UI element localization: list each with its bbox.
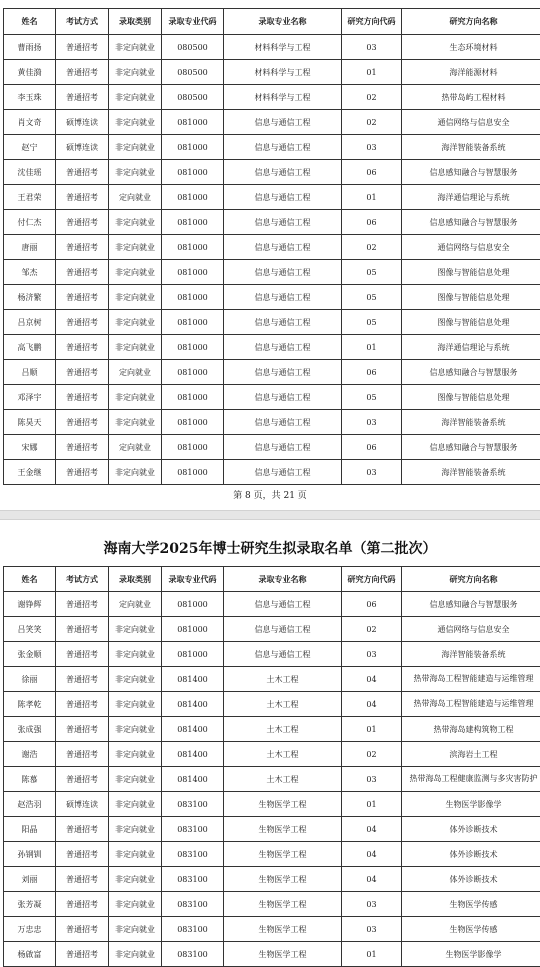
cell-exam-type: 普通招考: [56, 460, 109, 485]
cell-major-code: 081400: [162, 717, 224, 742]
cell-major-code: 080500: [162, 85, 224, 110]
header-direction-code: 研究方向代码: [342, 567, 402, 592]
cell-major-code: 081000: [162, 592, 224, 617]
cell-direction-name: 体外诊断技术: [402, 842, 540, 867]
header-major-name: 录取专业名称: [224, 567, 342, 592]
cell-direction-name: 滨海岩土工程: [402, 742, 540, 767]
cell-exam-type: 普通招考: [56, 592, 109, 617]
cell-exam-type: 普通招考: [56, 917, 109, 942]
cell-major-code: 081000: [162, 617, 224, 642]
cell-exam-type: 普通招考: [56, 892, 109, 917]
cell-admission-category: 非定向就业: [109, 867, 162, 892]
document-title: 海南大学2025年博士研究生拟录取名单（第二批次）: [0, 538, 540, 558]
cell-exam-type: 普通招考: [56, 717, 109, 742]
cell-exam-type: 普通招考: [56, 260, 109, 285]
cell-major-code: 081000: [162, 235, 224, 260]
cell-direction-code: 05: [342, 385, 402, 410]
cell-exam-type: 普通招考: [56, 335, 109, 360]
cell-direction-name: 生物医学影像学: [402, 942, 540, 967]
cell-direction-name: 信息感知融合与智慧服务: [402, 435, 540, 460]
cell-major-code: 081000: [162, 310, 224, 335]
cell-admission-category: 非定向就业: [109, 310, 162, 335]
cell-name: 陈孝乾: [4, 692, 56, 717]
cell-major-code: 081000: [162, 435, 224, 460]
cell-admission-category: 非定向就业: [109, 335, 162, 360]
cell-major-name: 生物医学工程: [224, 942, 342, 967]
cell-major-code: 081000: [162, 335, 224, 360]
cell-admission-category: 非定向就业: [109, 717, 162, 742]
header-major-code: 录取专业代码: [162, 9, 224, 35]
cell-major-name: 信息与通信工程: [224, 617, 342, 642]
cell-admission-category: 非定向就业: [109, 60, 162, 85]
table-row: [4, 767, 540, 792]
cell-admission-category: 非定向就业: [109, 210, 162, 235]
cell-exam-type: 普通招考: [56, 692, 109, 717]
table-row: [4, 717, 540, 742]
cell-admission-category: 定向就业: [109, 435, 162, 460]
cell-major-code: 083100: [162, 792, 224, 817]
cell-name: 谢浩: [4, 742, 56, 767]
cell-exam-type: 普通招考: [56, 235, 109, 260]
cell-direction-name: 信息感知融合与智慧服务: [402, 360, 540, 385]
cell-admission-category: 非定向就业: [109, 917, 162, 942]
cell-exam-type: 普通招考: [56, 410, 109, 435]
cell-major-code: 081400: [162, 767, 224, 792]
cell-exam-type: 普通招考: [56, 210, 109, 235]
cell-direction-name: 通信网络与信息安全: [402, 110, 540, 135]
table-header-row: [4, 9, 540, 35]
cell-exam-type: 普通招考: [56, 310, 109, 335]
cell-name: 邓泽宇: [4, 385, 56, 410]
cell-major-code: 083100: [162, 867, 224, 892]
cell-major-name: 信息与通信工程: [224, 135, 342, 160]
cell-exam-type: 普通招考: [56, 360, 109, 385]
cell-major-name: 信息与通信工程: [224, 260, 342, 285]
table-row: [4, 435, 540, 460]
table-row: [4, 692, 540, 717]
cell-admission-category: 非定向就业: [109, 817, 162, 842]
cell-admission-category: 定向就业: [109, 185, 162, 210]
cell-major-name: 材料科学与工程: [224, 35, 342, 60]
cell-major-code: 081000: [162, 642, 224, 667]
cell-name: 陈慕: [4, 767, 56, 792]
cell-name: 杨啟富: [4, 942, 56, 967]
cell-major-code: 081400: [162, 742, 224, 767]
table-row: [4, 792, 540, 817]
cell-direction-code: 03: [342, 767, 402, 792]
header-exam-type: 考试方式: [56, 9, 109, 35]
cell-direction-code: 03: [342, 917, 402, 942]
cell-major-name: 生物医学工程: [224, 892, 342, 917]
cell-direction-name: 热带海岛建构筑物工程: [402, 717, 540, 742]
cell-direction-name: 生物医学传感: [402, 892, 540, 917]
table-row: [4, 410, 540, 435]
cell-major-code: 081000: [162, 460, 224, 485]
table-row: [4, 310, 540, 335]
cell-exam-type: 普通招考: [56, 35, 109, 60]
cell-direction-code: 03: [342, 410, 402, 435]
cell-admission-category: 非定向就业: [109, 942, 162, 967]
cell-name: 张成强: [4, 717, 56, 742]
cell-exam-type: 普通招考: [56, 60, 109, 85]
cell-admission-category: 定向就业: [109, 360, 162, 385]
cell-major-code: 081400: [162, 667, 224, 692]
cell-major-name: 信息与通信工程: [224, 592, 342, 617]
cell-direction-name: 海洋能源材料: [402, 60, 540, 85]
cell-admission-category: 非定向就业: [109, 642, 162, 667]
table-row: [4, 285, 540, 310]
cell-name: 李玉珠: [4, 85, 56, 110]
cell-name: 曹雨扬: [4, 35, 56, 60]
admission-table-page-9: [3, 566, 540, 967]
table-row: [4, 867, 540, 892]
cell-major-code: 081000: [162, 285, 224, 310]
cell-admission-category: 非定向就业: [109, 617, 162, 642]
cell-name: 黄佳漪: [4, 60, 56, 85]
cell-admission-category: 非定向就业: [109, 160, 162, 185]
cell-direction-name: 生物医学传感: [402, 917, 540, 942]
table-row: [4, 335, 540, 360]
cell-direction-code: 04: [342, 817, 402, 842]
cell-admission-category: 非定向就业: [109, 85, 162, 110]
header-major-name: 录取专业名称: [224, 9, 342, 35]
cell-major-code: 081000: [162, 360, 224, 385]
cell-direction-name: 热带岛屿工程材料: [402, 85, 540, 110]
cell-major-code: 081000: [162, 385, 224, 410]
cell-direction-name: 通信网络与信息安全: [402, 235, 540, 260]
cell-major-name: 信息与通信工程: [224, 460, 342, 485]
cell-major-name: 信息与通信工程: [224, 642, 342, 667]
table-header-row: [4, 567, 540, 592]
cell-direction-code: 01: [342, 717, 402, 742]
cell-admission-category: 非定向就业: [109, 410, 162, 435]
cell-name: 赵宁: [4, 135, 56, 160]
header-name: 姓名: [4, 9, 56, 35]
cell-direction-name: 生物医学影像学: [402, 792, 540, 817]
cell-major-code: 081000: [162, 185, 224, 210]
cell-direction-name: 体外诊断技术: [402, 817, 540, 842]
cell-direction-code: 05: [342, 310, 402, 335]
cell-admission-category: 非定向就业: [109, 742, 162, 767]
cell-major-name: 土木工程: [224, 767, 342, 792]
cell-major-code: 081000: [162, 160, 224, 185]
cell-exam-type: 普通招考: [56, 942, 109, 967]
cell-direction-name: 海洋智能装备系统: [402, 135, 540, 160]
cell-name: 张金顺: [4, 642, 56, 667]
cell-direction-name: 热带海岛工程智能建造与运维管理: [402, 667, 540, 692]
cell-major-name: 土木工程: [224, 717, 342, 742]
cell-exam-type: 普通招考: [56, 435, 109, 460]
cell-major-name: 信息与通信工程: [224, 435, 342, 460]
cell-major-name: 信息与通信工程: [224, 385, 342, 410]
header-admission-category: 录取类别: [109, 9, 162, 35]
cell-direction-name: 热带海岛工程智能建造与运维管理: [402, 692, 540, 717]
cell-admission-category: 非定向就业: [109, 35, 162, 60]
table-row: [4, 917, 540, 942]
cell-major-name: 土木工程: [224, 742, 342, 767]
cell-direction-name: 图像与智能信息处理: [402, 260, 540, 285]
cell-direction-code: 03: [342, 892, 402, 917]
cell-major-name: 信息与通信工程: [224, 285, 342, 310]
cell-direction-code: 03: [342, 35, 402, 60]
cell-name: 刘丽: [4, 867, 56, 892]
cell-direction-code: 06: [342, 360, 402, 385]
cell-name: 沈佳瑶: [4, 160, 56, 185]
cell-direction-name: 信息感知融合与智慧服务: [402, 160, 540, 185]
cell-major-code: 083100: [162, 817, 224, 842]
cell-direction-code: 06: [342, 592, 402, 617]
table-row: [4, 110, 540, 135]
table-body: [4, 592, 540, 967]
table-row: [4, 185, 540, 210]
cell-major-name: 信息与通信工程: [224, 110, 342, 135]
cell-direction-name: 海洋智能装备系统: [402, 410, 540, 435]
cell-major-name: 生物医学工程: [224, 817, 342, 842]
cell-admission-category: 非定向就业: [109, 842, 162, 867]
cell-admission-category: 非定向就业: [109, 460, 162, 485]
cell-direction-code: 03: [342, 642, 402, 667]
cell-major-name: 生物医学工程: [224, 792, 342, 817]
cell-name: 高飞鹏: [4, 335, 56, 360]
cell-name: 王金继: [4, 460, 56, 485]
header-direction-code: 研究方向代码: [342, 9, 402, 35]
table-row: [4, 817, 540, 842]
cell-name: 徐丽: [4, 667, 56, 692]
cell-direction-name: 图像与智能信息处理: [402, 310, 540, 335]
cell-name: 肖文奇: [4, 110, 56, 135]
table-row: [4, 842, 540, 867]
cell-exam-type: 普通招考: [56, 667, 109, 692]
cell-name: 宋娜: [4, 435, 56, 460]
cell-major-name: 信息与通信工程: [224, 235, 342, 260]
cell-admission-category: 非定向就业: [109, 110, 162, 135]
cell-direction-code: 02: [342, 617, 402, 642]
table-row: [4, 892, 540, 917]
cell-exam-type: 硕博连读: [56, 135, 109, 160]
table-row: [4, 617, 540, 642]
cell-direction-name: 图像与智能信息处理: [402, 385, 540, 410]
cell-major-name: 生物医学工程: [224, 842, 342, 867]
cell-direction-code: 05: [342, 260, 402, 285]
table-row: [4, 210, 540, 235]
cell-name: 付仁杰: [4, 210, 56, 235]
cell-direction-name: 海洋智能装备系统: [402, 460, 540, 485]
cell-major-code: 081000: [162, 210, 224, 235]
cell-direction-name: 信息感知融合与智慧服务: [402, 210, 540, 235]
cell-exam-type: 普通招考: [56, 85, 109, 110]
cell-direction-code: 04: [342, 867, 402, 892]
page-footer: 第 8 页，共 21 页: [0, 488, 540, 501]
cell-major-code: 081000: [162, 410, 224, 435]
cell-exam-type: 普通招考: [56, 385, 109, 410]
cell-admission-category: 非定向就业: [109, 285, 162, 310]
cell-admission-category: 非定向就业: [109, 667, 162, 692]
table-row: [4, 667, 540, 692]
cell-name: 赵浩羽: [4, 792, 56, 817]
cell-direction-code: 01: [342, 335, 402, 360]
cell-admission-category: 非定向就业: [109, 235, 162, 260]
header-direction-name: 研究方向名称: [402, 567, 540, 592]
cell-major-code: 080500: [162, 35, 224, 60]
cell-direction-code: 06: [342, 160, 402, 185]
cell-admission-category: 非定向就业: [109, 792, 162, 817]
cell-exam-type: 普通招考: [56, 642, 109, 667]
cell-major-code: 081000: [162, 260, 224, 285]
table-row: [4, 360, 540, 385]
cell-direction-code: 03: [342, 135, 402, 160]
page-divider: [0, 510, 540, 520]
cell-major-name: 材料科学与工程: [224, 85, 342, 110]
cell-direction-code: 01: [342, 942, 402, 967]
admission-table-page-8: [3, 8, 540, 485]
cell-direction-name: 海洋通信理论与系统: [402, 185, 540, 210]
cell-major-code: 080500: [162, 60, 224, 85]
cell-major-name: 信息与通信工程: [224, 185, 342, 210]
cell-direction-name: 信息感知融合与智慧服务: [402, 592, 540, 617]
cell-direction-name: 图像与智能信息处理: [402, 285, 540, 310]
cell-direction-name: 热带海岛工程健康监测与多灾害防护: [402, 767, 540, 792]
cell-name: 孙钢钏: [4, 842, 56, 867]
table-row: [4, 135, 540, 160]
table-body: [4, 35, 540, 485]
cell-exam-type: 普通招考: [56, 285, 109, 310]
cell-admission-category: 非定向就业: [109, 892, 162, 917]
cell-major-code: 081400: [162, 692, 224, 717]
cell-direction-name: 体外诊断技术: [402, 867, 540, 892]
table-row: [4, 592, 540, 617]
cell-exam-type: 硕博连读: [56, 110, 109, 135]
cell-direction-code: 04: [342, 842, 402, 867]
cell-major-name: 生物医学工程: [224, 867, 342, 892]
cell-name: 陈昊天: [4, 410, 56, 435]
cell-name: 邹杰: [4, 260, 56, 285]
table-row: [4, 235, 540, 260]
cell-admission-category: 非定向就业: [109, 385, 162, 410]
cell-admission-category: 非定向就业: [109, 260, 162, 285]
table-row: [4, 85, 540, 110]
cell-direction-code: 03: [342, 460, 402, 485]
cell-exam-type: 普通招考: [56, 617, 109, 642]
cell-major-code: 083100: [162, 842, 224, 867]
cell-name: 阳晶: [4, 817, 56, 842]
cell-direction-code: 05: [342, 285, 402, 310]
header-major-code: 录取专业代码: [162, 567, 224, 592]
cell-direction-code: 06: [342, 435, 402, 460]
cell-admission-category: 非定向就业: [109, 135, 162, 160]
cell-major-name: 生物医学工程: [224, 917, 342, 942]
cell-exam-type: 普通招考: [56, 842, 109, 867]
cell-exam-type: 普通招考: [56, 767, 109, 792]
cell-name: 杨济繁: [4, 285, 56, 310]
table-row: [4, 60, 540, 85]
header-admission-category: 录取类别: [109, 567, 162, 592]
table-row: [4, 385, 540, 410]
cell-major-name: 信息与通信工程: [224, 335, 342, 360]
table-row: [4, 260, 540, 285]
cell-major-name: 土木工程: [224, 667, 342, 692]
cell-direction-code: 02: [342, 742, 402, 767]
cell-direction-name: 通信网络与信息安全: [402, 617, 540, 642]
cell-direction-code: 06: [342, 210, 402, 235]
table-row: [4, 742, 540, 767]
cell-major-code: 083100: [162, 942, 224, 967]
cell-major-code: 083100: [162, 892, 224, 917]
cell-direction-name: 海洋智能装备系统: [402, 642, 540, 667]
table-row: [4, 460, 540, 485]
cell-name: 吕京树: [4, 310, 56, 335]
cell-exam-type: 硕博连读: [56, 792, 109, 817]
cell-major-name: 信息与通信工程: [224, 360, 342, 385]
cell-direction-code: 01: [342, 185, 402, 210]
table-row: [4, 35, 540, 60]
cell-direction-code: 01: [342, 60, 402, 85]
cell-direction-code: 04: [342, 692, 402, 717]
cell-direction-name: 海洋通信理论与系统: [402, 335, 540, 360]
cell-major-name: 信息与通信工程: [224, 210, 342, 235]
cell-name: 王君荣: [4, 185, 56, 210]
cell-direction-code: 04: [342, 667, 402, 692]
cell-name: 万忠忠: [4, 917, 56, 942]
cell-name: 吕笑笑: [4, 617, 56, 642]
cell-direction-code: 01: [342, 792, 402, 817]
cell-major-name: 信息与通信工程: [224, 310, 342, 335]
cell-exam-type: 普通招考: [56, 185, 109, 210]
cell-admission-category: 定向就业: [109, 592, 162, 617]
cell-admission-category: 非定向就业: [109, 692, 162, 717]
header-name: 姓名: [4, 567, 56, 592]
header-exam-type: 考试方式: [56, 567, 109, 592]
cell-name: 吕顺: [4, 360, 56, 385]
table-row: [4, 160, 540, 185]
cell-major-code: 081000: [162, 135, 224, 160]
cell-exam-type: 普通招考: [56, 817, 109, 842]
cell-major-name: 信息与通信工程: [224, 160, 342, 185]
cell-major-name: 土木工程: [224, 692, 342, 717]
header-direction-name: 研究方向名称: [402, 9, 540, 35]
cell-major-name: 材料科学与工程: [224, 60, 342, 85]
cell-name: 谢铮辉: [4, 592, 56, 617]
cell-direction-code: 02: [342, 235, 402, 260]
cell-name: 张芳凝: [4, 892, 56, 917]
cell-major-name: 信息与通信工程: [224, 410, 342, 435]
cell-exam-type: 普通招考: [56, 742, 109, 767]
cell-exam-type: 普通招考: [56, 867, 109, 892]
cell-direction-name: 生态环境材料: [402, 35, 540, 60]
cell-name: 唐丽: [4, 235, 56, 260]
cell-major-code: 081000: [162, 110, 224, 135]
cell-admission-category: 非定向就业: [109, 767, 162, 792]
cell-major-code: 083100: [162, 917, 224, 942]
cell-direction-code: 02: [342, 85, 402, 110]
table-row: [4, 642, 540, 667]
cell-exam-type: 普通招考: [56, 160, 109, 185]
cell-direction-code: 02: [342, 110, 402, 135]
